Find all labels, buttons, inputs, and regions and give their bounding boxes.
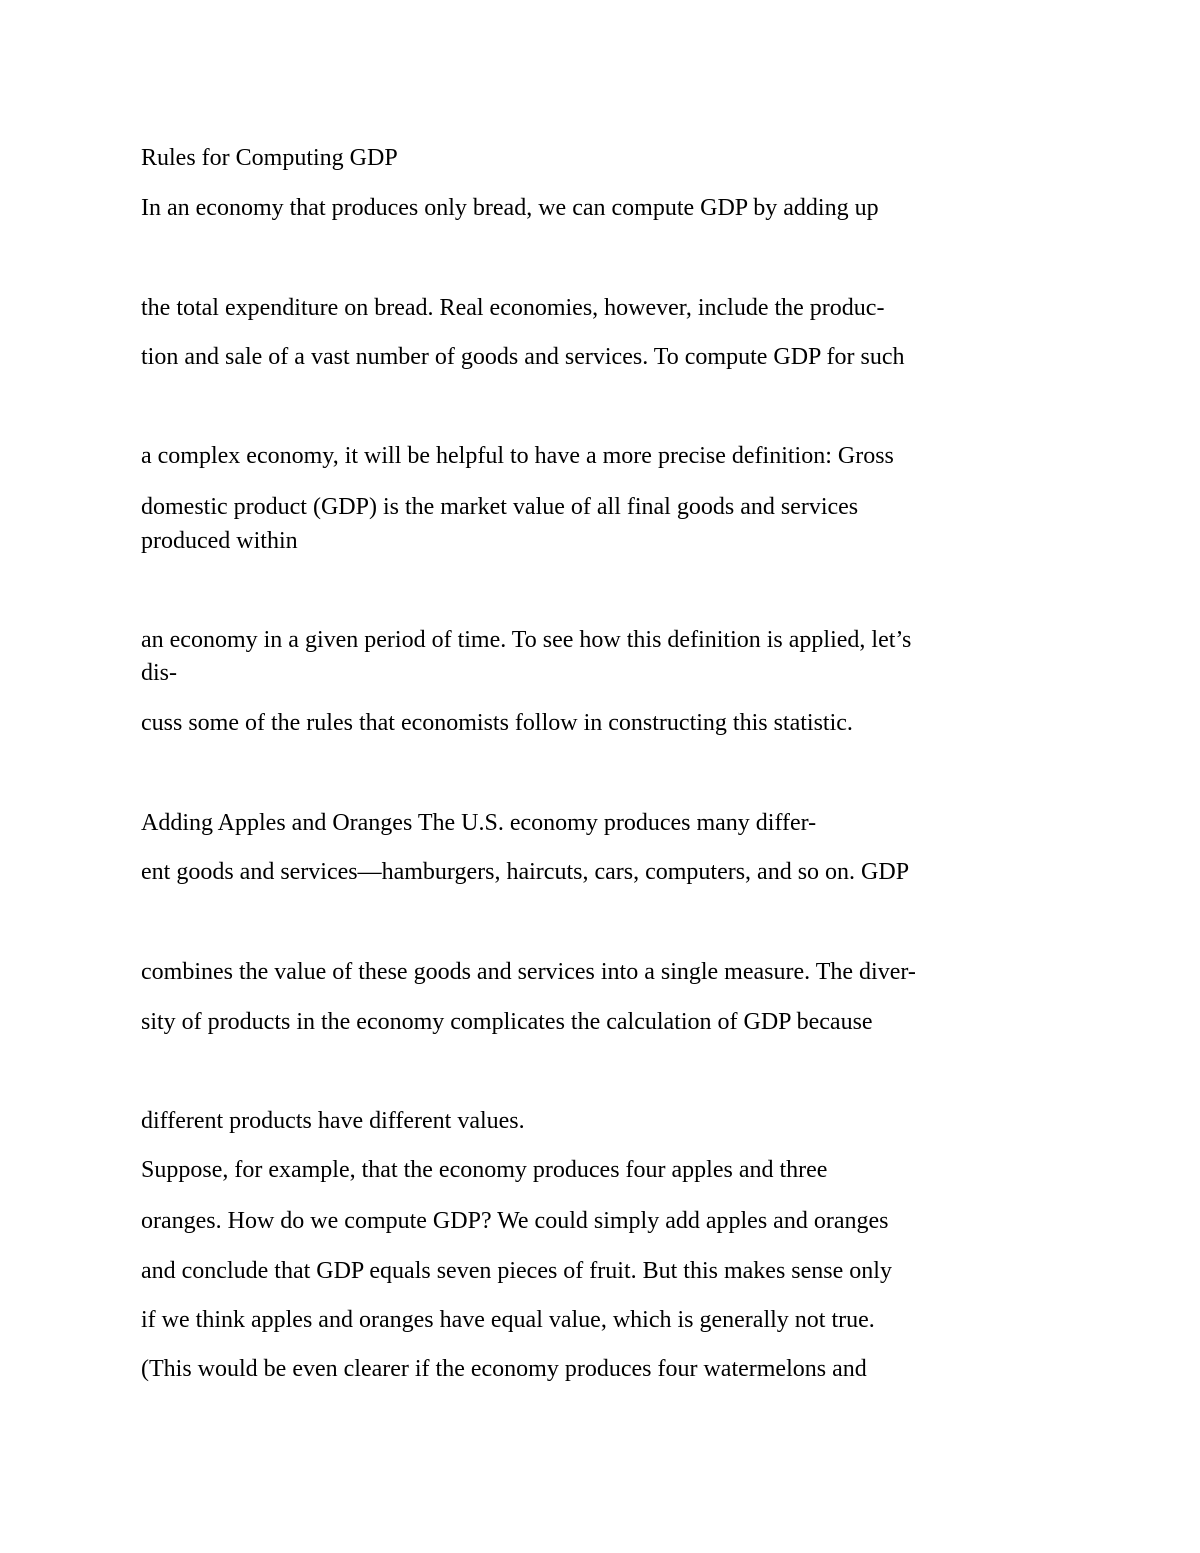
text-line: if we think apples and oranges have equal value, which is generally not true. (141, 1307, 875, 1333)
text-line: produced within (141, 528, 298, 554)
text-line: domestic product (GDP) is the market value of all final goods and services (141, 494, 859, 520)
text-line: tion and sale of a vast number of goods and services. To compute GDP for such (141, 344, 905, 370)
text-line: sity of products in the economy complicates the calculation of GDP because (141, 1009, 873, 1035)
text-line: combines the value of these goods and services into a single measure. The diver- (141, 959, 916, 985)
text-line: oranges. How do we compute GDP? We could simply add apples and oranges (141, 1208, 889, 1234)
section-heading: Rules for Computing GDP (141, 145, 398, 171)
text-line: ent goods and services—hamburgers, haircuts, cars, computers, and so on. GDP (141, 859, 910, 885)
text-line: different products have different values. (141, 1108, 525, 1134)
text-line: dis- (141, 660, 177, 686)
text-line: cuss some of the rules that economists follow in constructing this statistic. (141, 710, 853, 736)
text-line: a complex economy, it will be helpful to have a more precise definition: Gross (141, 443, 894, 469)
text-line: (This would be even clearer if the economy produces four watermelons and (141, 1356, 867, 1382)
text-line: an economy in a given period of time. To see how this definition is applied, let’s (141, 627, 912, 653)
subsection-line: Adding Apples and Oranges The U.S. economy produces many differ- (141, 810, 817, 836)
text-line: In an economy that produces only bread, we can compute GDP by adding up (141, 195, 879, 221)
text-line: Suppose, for example, that the economy produces four apples and three (141, 1157, 828, 1183)
text-line: and conclude that GDP equals seven pieces of fruit. But this makes sense only (141, 1258, 892, 1284)
text-line: the total expenditure on bread. Real economies, however, include the produc- (141, 295, 885, 321)
